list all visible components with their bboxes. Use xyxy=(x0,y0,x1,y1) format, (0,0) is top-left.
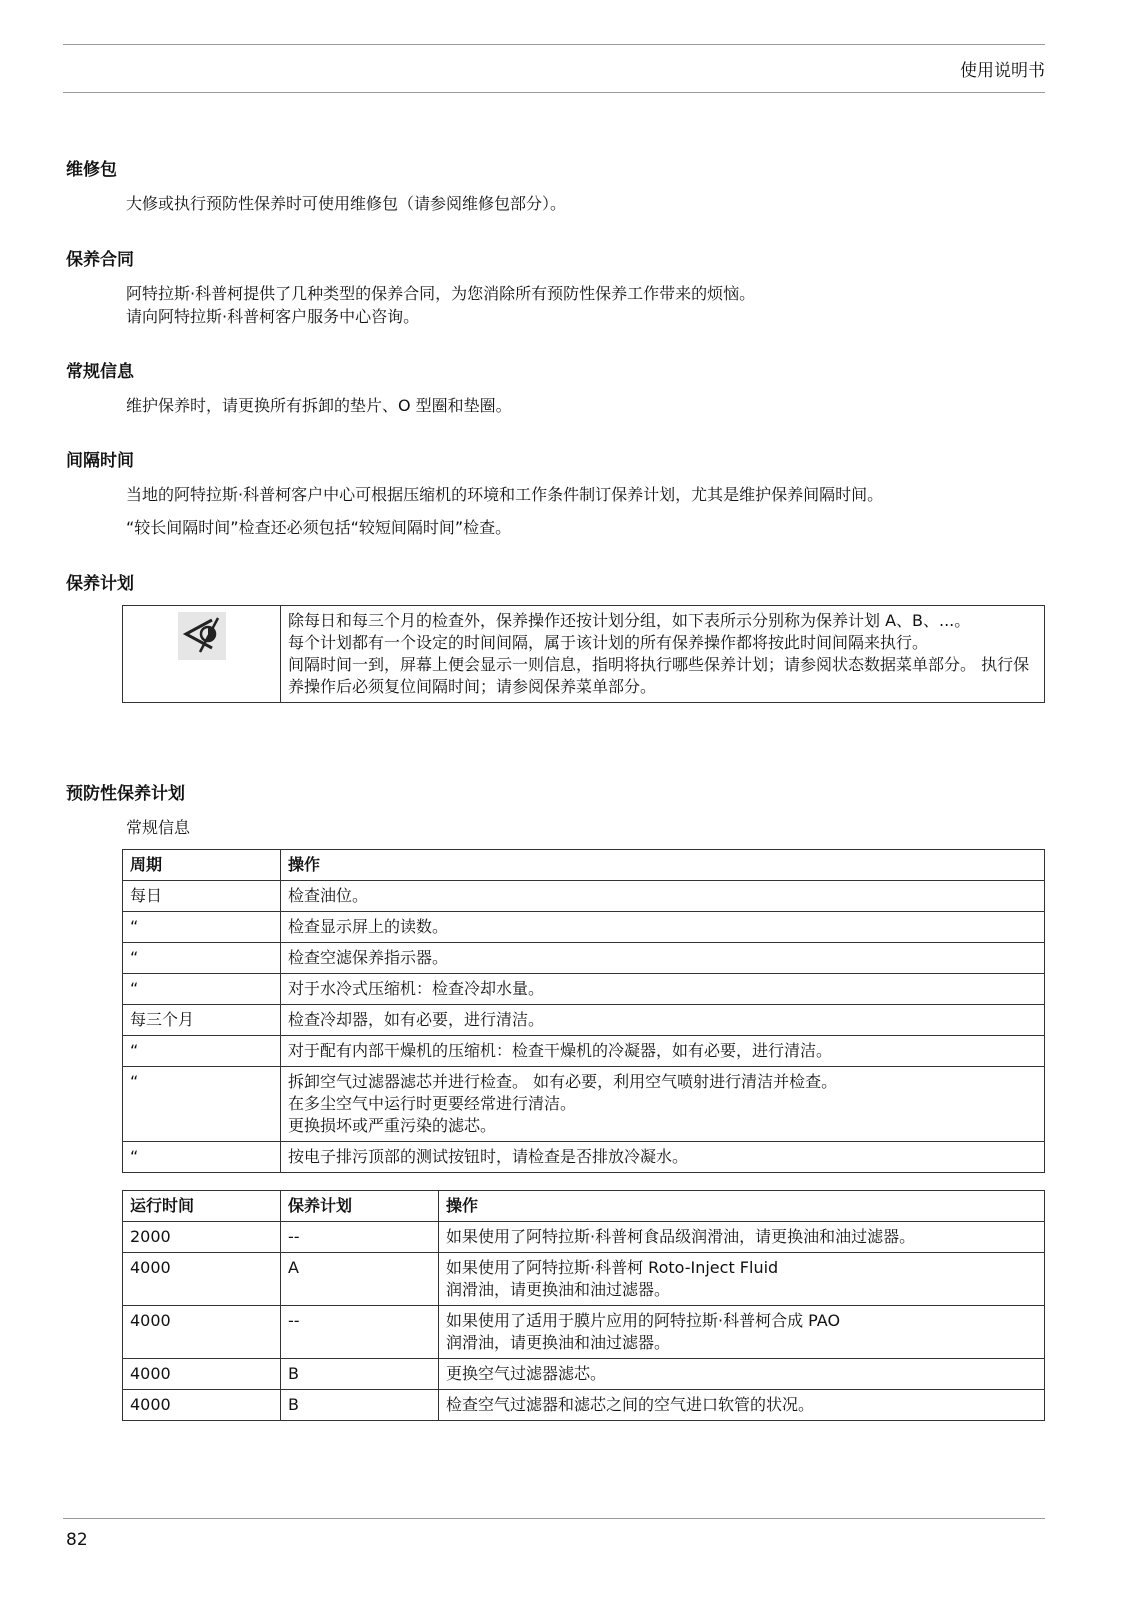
plan-note-paragraph: 间隔时间一到，屏幕上便会显示一则信息，指明将执行哪些保养计划；请参阅状态数据菜单部分。 执行保养操作后必须复位间隔时间；请参阅保养菜单部分。 xyxy=(288,655,1030,696)
table-row xyxy=(123,943,1045,974)
table-row xyxy=(123,1306,1045,1359)
action-cell: 检查油位。 xyxy=(281,881,1045,912)
table-header-row xyxy=(123,1191,1045,1222)
action-cell xyxy=(281,1067,1045,1142)
table-row xyxy=(123,1253,1045,1306)
section-preventive xyxy=(66,782,1046,839)
action-cell: 检查显示屏上的读数。 xyxy=(281,912,1045,943)
action-line: 润滑油，请更换油和油过滤器。 xyxy=(446,1333,671,1352)
table-header-row xyxy=(123,850,1045,881)
daily-schedule-table-wrap xyxy=(122,849,1045,1173)
period-cell: “ xyxy=(123,1036,281,1067)
plan-note-table xyxy=(122,605,1045,703)
period-cell: 每三个月 xyxy=(123,1005,281,1036)
column-header: 周期 xyxy=(123,850,281,881)
action-line: 拆卸空气过滤器滤芯并进行检查。 如有必要，利用空气喷射进行清洁并检查。 xyxy=(288,1072,838,1091)
page-number: 82 xyxy=(66,1530,88,1550)
section-text: 请向阿特拉斯·科普柯客户服务中心咨询。 xyxy=(126,307,420,326)
hours-cell: 2000 xyxy=(123,1222,281,1253)
section-text: 维护保养时，请更换所有拆卸的垫片、O 型圈和垫圈。 xyxy=(126,396,512,415)
section-general xyxy=(66,360,1046,417)
section-heading: 间隔时间 xyxy=(66,451,134,471)
plan-cell: A xyxy=(281,1253,439,1306)
running-hours-table-wrap xyxy=(122,1190,1045,1421)
action-cell: 对于配有内部干燥机的压缩机：检查干燥机的冷凝器，如有必要，进行清洁。 xyxy=(281,1036,1045,1067)
table-row xyxy=(123,1142,1045,1173)
table-row xyxy=(123,1222,1045,1253)
table-row xyxy=(123,1036,1045,1067)
column-header: 操作 xyxy=(439,1191,1045,1222)
plan-cell: B xyxy=(281,1390,439,1421)
plan-cell: -- xyxy=(281,1306,439,1359)
eye-icon xyxy=(178,612,226,660)
section-contract xyxy=(66,248,1046,328)
period-cell: 每日 xyxy=(123,881,281,912)
plan-cell: B xyxy=(281,1359,439,1390)
top-rule xyxy=(63,44,1045,45)
section-heading: 保养计划 xyxy=(66,574,134,594)
action-line: 如果使用了阿特拉斯·科普柯 Roto-Inject Fluid xyxy=(446,1258,779,1277)
section-kit xyxy=(66,158,1046,215)
period-cell: “ xyxy=(123,974,281,1005)
action-cell xyxy=(439,1306,1045,1359)
header-title: 使用说明书 xyxy=(960,61,1045,81)
plan-note-paragraph: 每个计划都有一个设定的时间间隔，属于该计划的所有保养操作都将按此时间间隔来执行。 xyxy=(288,633,929,652)
hours-cell: 4000 xyxy=(123,1359,281,1390)
action-cell: 如果使用了阿特拉斯·科普柯食品级润滑油，请更换油和油过滤器。 xyxy=(439,1222,1045,1253)
header-rule xyxy=(63,92,1045,93)
section-plan xyxy=(66,572,1046,596)
action-cell: 检查冷却器，如有必要，进行清洁。 xyxy=(281,1005,1045,1036)
table-row xyxy=(123,1390,1045,1421)
action-line: 如果使用了适用于膜片应用的阿特拉斯·科普柯合成 PAO xyxy=(446,1311,841,1330)
column-header: 操作 xyxy=(281,850,1045,881)
daily-schedule-table xyxy=(122,849,1045,1173)
action-cell: 检查空滤保养指示器。 xyxy=(281,943,1045,974)
column-header: 保养计划 xyxy=(281,1191,439,1222)
action-cell: 按电子排污顶部的测试按钮时，请检查是否排放冷凝水。 xyxy=(281,1142,1045,1173)
plan-note-paragraph: 除每日和每三个月的检查外，保养操作还按计划分组，如下表所示分别称为保养计划 A、B、...。 xyxy=(288,611,971,630)
section-text: 当地的阿特拉斯·科普柯客户中心可根据压缩机的环境和工作条件制订保养计划，尤其是维护保养间隔时间。 xyxy=(126,485,884,504)
plan-cell: -- xyxy=(281,1222,439,1253)
section-heading: 保养合同 xyxy=(66,250,134,270)
table-row xyxy=(123,881,1045,912)
section-text: 大修或执行预防性保养时可使用维修包（请参阅维修包部分）。 xyxy=(126,194,567,213)
action-line: 润滑油，请更换油和油过滤器。 xyxy=(446,1280,671,1299)
section-heading: 维修包 xyxy=(66,160,117,180)
period-cell: “ xyxy=(123,1142,281,1173)
action-cell xyxy=(439,1253,1045,1306)
action-cell: 更换空气过滤器滤芯。 xyxy=(439,1359,1045,1390)
table-row xyxy=(123,974,1045,1005)
section-interval xyxy=(66,449,1046,539)
period-cell: “ xyxy=(123,1067,281,1142)
action-line: 更换损坏或严重污染的滤芯。 xyxy=(288,1116,497,1135)
table-row xyxy=(123,1359,1045,1390)
table-row xyxy=(123,912,1045,943)
period-cell: “ xyxy=(123,943,281,974)
hours-cell: 4000 xyxy=(123,1390,281,1421)
running-hours-table xyxy=(122,1190,1045,1421)
period-cell: “ xyxy=(123,912,281,943)
hours-cell: 4000 xyxy=(123,1253,281,1306)
section-subheading: 常规信息 xyxy=(126,818,191,837)
plan-note-text xyxy=(281,606,1045,703)
table-row xyxy=(123,1005,1045,1036)
hours-cell: 4000 xyxy=(123,1306,281,1359)
column-header: 运行时间 xyxy=(123,1191,281,1222)
table-row xyxy=(123,1067,1045,1142)
action-cell: 检查空气过滤器和滤芯之间的空气进口软管的状况。 xyxy=(439,1390,1045,1421)
section-heading: 常规信息 xyxy=(66,362,134,382)
plan-note-box xyxy=(122,605,1045,703)
plan-note-icon-cell xyxy=(123,606,281,703)
action-line: 在多尘空气中运行时更要经常进行清洁。 xyxy=(288,1094,577,1113)
footer-rule xyxy=(63,1518,1045,1519)
section-heading: 预防性保养计划 xyxy=(66,784,185,804)
section-text: “较长间隔时间”检查还必须包括“较短间隔时间”检查。 xyxy=(126,518,512,537)
section-text: 阿特拉斯·科普柯提供了几种类型的保养合同，为您消除所有预防性保养工作带来的烦恼。 xyxy=(126,284,756,303)
action-cell: 对于水冷式压缩机：检查冷却水量。 xyxy=(281,974,1045,1005)
